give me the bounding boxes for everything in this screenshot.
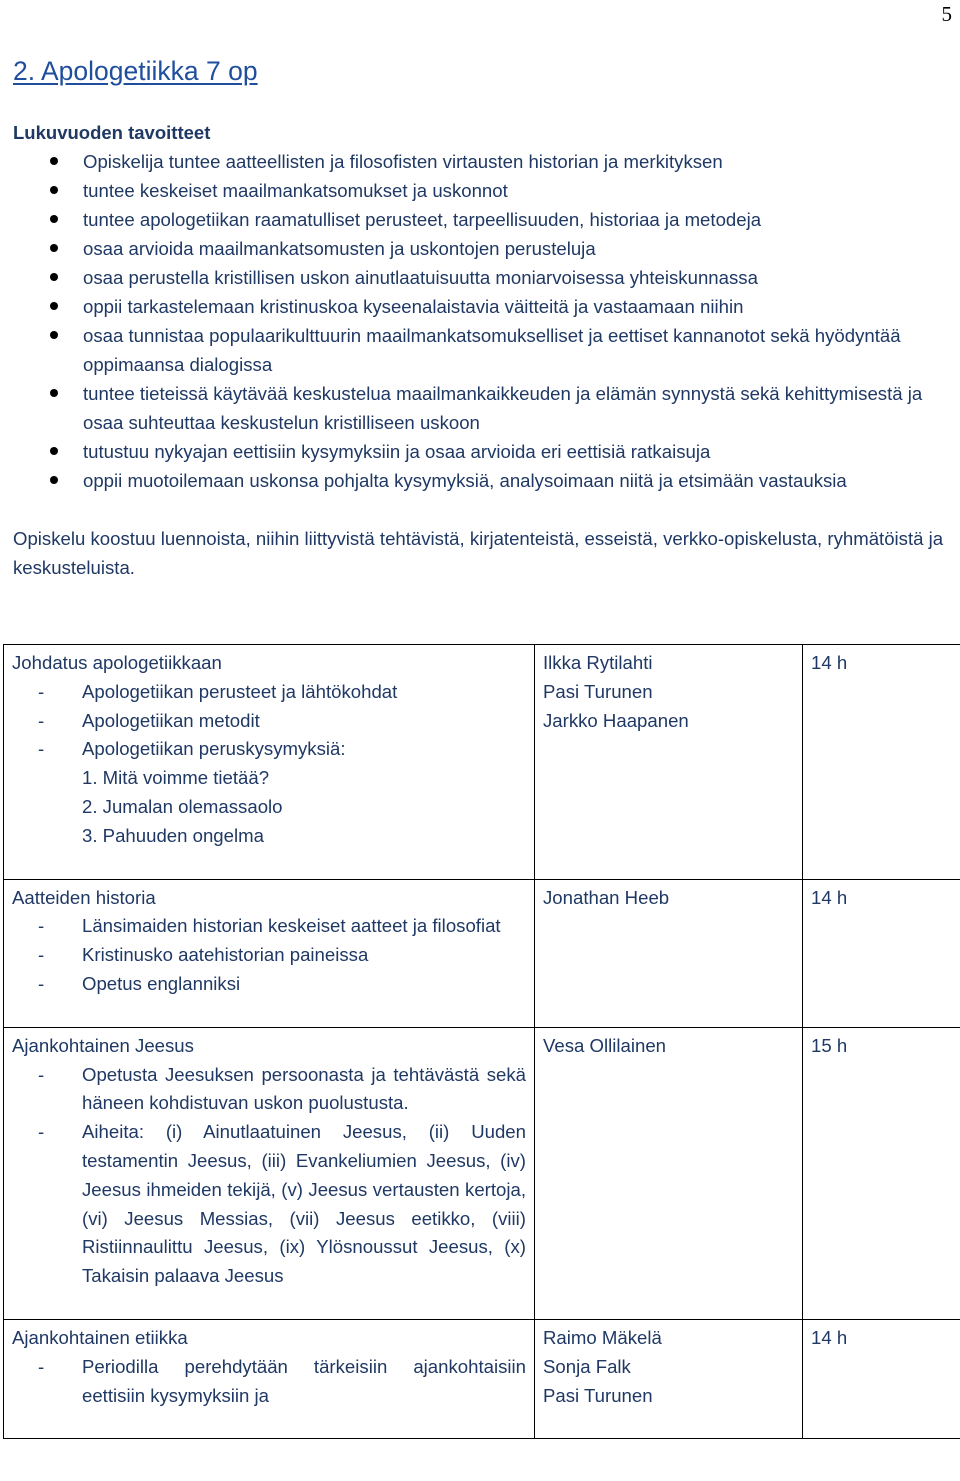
teacher-cell (535, 1319, 803, 1438)
goal-item: osaa tunnistaa populaarikulttuurin maailmankatsomukselliset ja eettiset kannanotot sekä hyödyntää oppimaansa dialogissa (13, 321, 948, 379)
course-table (3, 644, 960, 1439)
goal-item: oppii muotoilemaan uskonsa pohjalta kysymyksiä, analysoimaan niitä ja etsimään vastauksia (13, 466, 948, 495)
teacher-cell (535, 1027, 803, 1319)
document-body (13, 52, 948, 582)
teacher-name: Jonathan Heeb (543, 886, 670, 908)
study-description: Opiskelu koostuu luennoista, niihin liittyvistä tehtävistä, kirjatenteistä, esseistä, verkko-opiskelusta, ryhmätöistä ja keskusteluista. (13, 528, 944, 578)
teacher-name: Pasi Turunen (543, 1384, 653, 1406)
goal-item: oppii tarkastelemaan kristinuskoa kyseenalaistavia väitteitä ja vastaamaan niihin (13, 292, 948, 321)
teacher-name: Ilkka Rytilahti (543, 652, 653, 673)
topic-item: - Apologetiikan metodit (12, 707, 526, 736)
goals-heading: Lukuvuoden tavoitteet (13, 122, 211, 143)
goal-item: Opiskelija tuntee aatteellisten ja filosofisten virtausten historian ja merkityksen (13, 147, 948, 176)
topic-item: - Opetusta Jeesuksen persoonasta ja tehtävästä sekä häneen kohdistuvan uskon puolustusta. (12, 1061, 526, 1119)
topic-item: - Aiheita: (i) Ainutlaatuinen Jeesus, (ii) Uuden testamentin Jeesus, (iii) Evankeliumien Jeesus, (iv) Jeesus ihmeiden tekijä, (v) Jeesus vertausten kertoja, (vi) Jeesus Messias, (vii) Jeesus eetikko, (viii) Ristiinnaulittu Jeesus, (ix) Ylösnoussut Jeesus, (x) Takaisin palaava Jeesus (12, 1118, 526, 1291)
goals-list (13, 147, 948, 495)
hours-cell: 14 h (803, 1319, 960, 1438)
course-title: Johdatus apologetiikkaan (12, 652, 222, 673)
course-title: Aatteiden historia (12, 886, 156, 908)
topic-list (12, 678, 526, 764)
topic-list (12, 912, 526, 998)
hours-cell: 15 h (803, 1027, 960, 1319)
goal-item: tuntee tieteissä käytävää keskustelua maailmankaikkeuden ja elämän synnystä sekä kehittymisestä ja osaa suhteuttaa keskustelun kristilliseen uskoon (13, 379, 948, 437)
goal-item: tuntee keskeiset maailmankatsomukset ja uskonnot (13, 176, 948, 205)
teacher-cell (535, 879, 803, 1027)
topic-list (12, 1061, 526, 1291)
topic-item: - Kristinusko aatehistorian paineissa (12, 941, 526, 970)
teacher-name: Pasi Turunen (543, 680, 653, 702)
table-row (4, 645, 960, 880)
course-cell (4, 1027, 535, 1319)
course-cell (4, 1319, 535, 1438)
section-title: 2. Apologetiikka 7 op (13, 56, 258, 86)
teacher-name: Vesa Ollilainen (543, 1034, 667, 1056)
page-number: 5 (941, 2, 952, 26)
topic-item: - Periodilla perehdytään tärkeisiin ajankohtaisiin eettisiin kysymyksiin ja (12, 1353, 526, 1411)
hours-cell: 14 h (803, 645, 960, 880)
table-row (4, 879, 960, 1027)
course-title: Ajankohtainen etiikka (12, 1326, 188, 1348)
goal-item: tuntee apologetiikan raamatulliset perusteet, tarpeellisuuden, historiaa ja metodeja (13, 205, 948, 234)
teacher-cell (535, 645, 803, 880)
goal-item: tutustuu nykyajan eettisiin kysymyksiin ja osaa arvioida eri eettisiä ratkaisuja (13, 437, 948, 466)
question-item: 3. Pahuuden ongelma (82, 824, 264, 846)
question-item: 2. Jumalan olemassaolo (82, 795, 283, 817)
course-cell (4, 879, 535, 1027)
teacher-name: Raimo Mäkelä (543, 1326, 662, 1348)
course-cell (4, 645, 535, 880)
goal-item: osaa perustella kristillisen uskon ainutlaatuisuutta moniarvoisessa yhteiskunnassa (13, 263, 948, 292)
question-item: 1. Mitä voimme tietää? (82, 767, 270, 789)
topic-item: - Apologetiikan perusteet ja lähtökohdat (12, 678, 526, 707)
topic-list (12, 1353, 526, 1411)
table-row (4, 1319, 960, 1438)
topic-item: - Länsimaiden historian keskeiset aatteet ja filosofiat (12, 912, 526, 941)
topic-item: - Apologetiikan peruskysymyksiä: (12, 735, 526, 764)
hours-cell: 14 h (803, 879, 960, 1027)
table-row (4, 1027, 960, 1319)
topic-item: - Opetus englanniksi (12, 970, 526, 999)
teacher-name: Jarkko Haapanen (543, 709, 689, 731)
question-list (12, 764, 526, 850)
course-title: Ajankohtainen Jeesus (12, 1034, 194, 1056)
goal-item: osaa arvioida maailmankatsomusten ja uskontojen perusteluja (13, 234, 948, 263)
teacher-name: Sonja Falk (543, 1355, 631, 1377)
